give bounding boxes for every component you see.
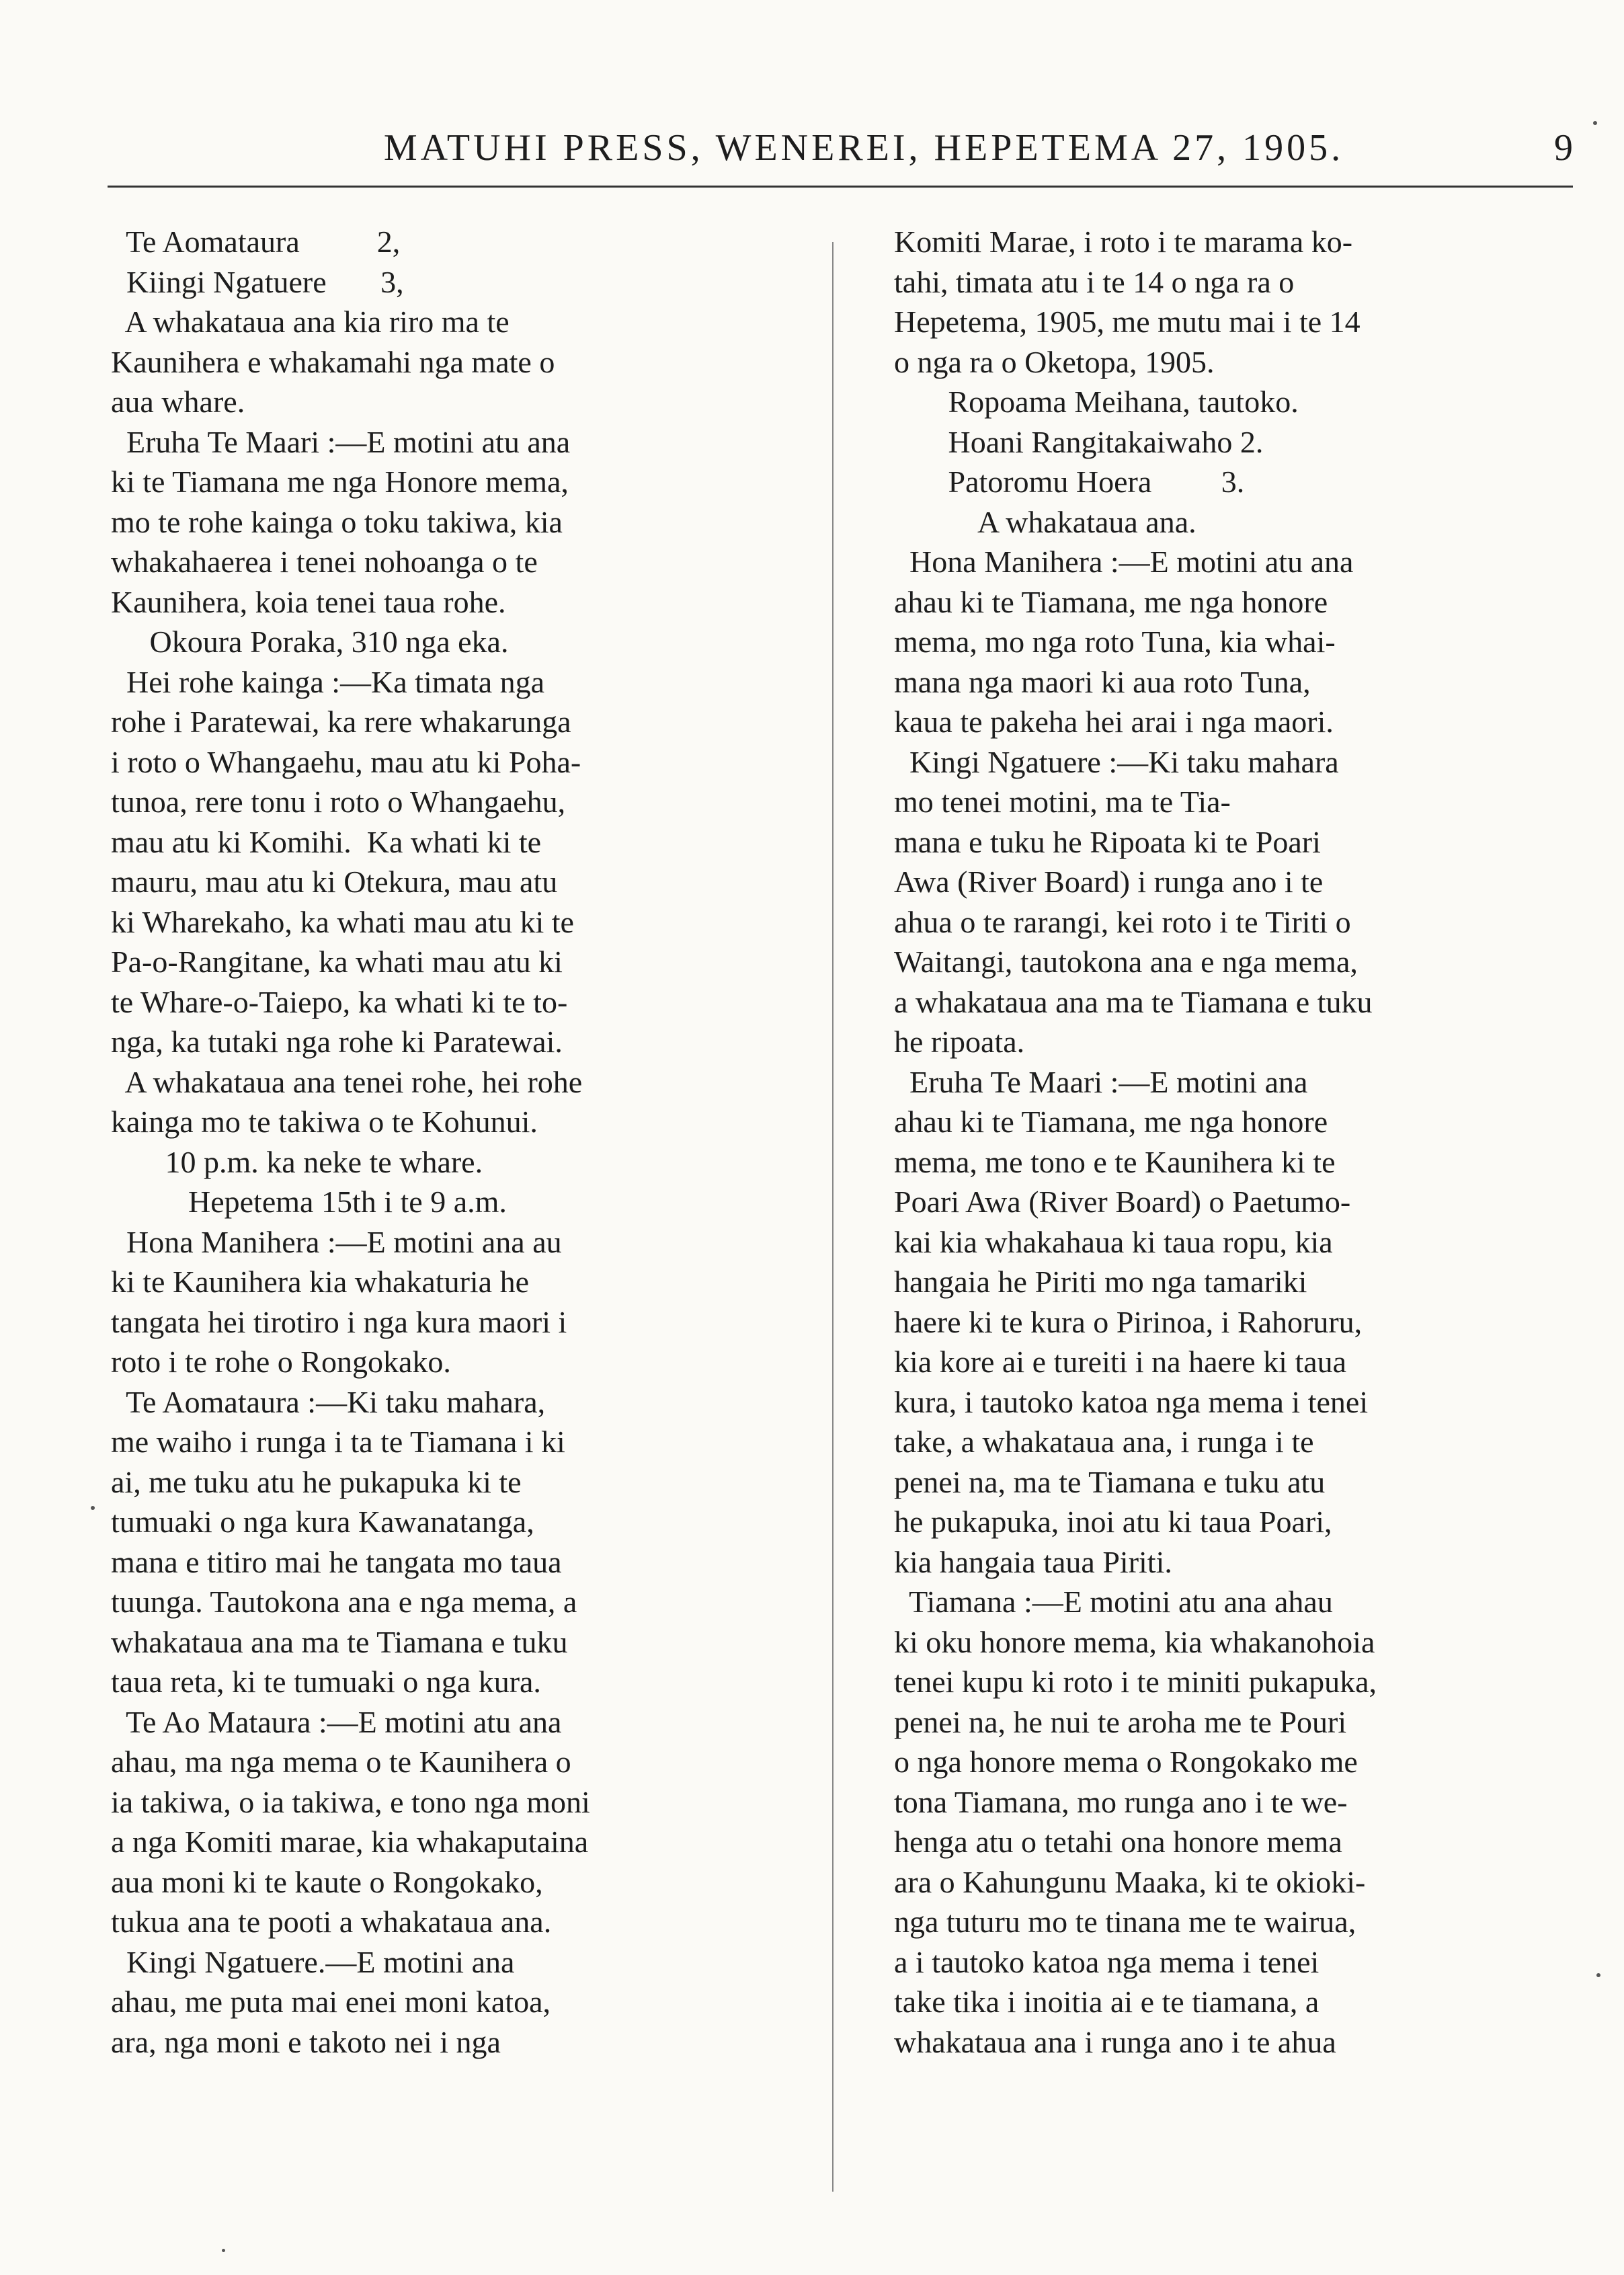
text-line: te Whare-o-Taiepo, ka whati ki te to-: [111, 984, 568, 1019]
text-line: mana e titiro mai he tangata mo taua: [111, 1544, 562, 1579]
text-line: mema, mo nga roto Tuna, kia whai-: [894, 625, 1336, 659]
text-line: ai, me tuku atu he pukapuka ki te: [111, 1464, 522, 1499]
text-line: tenei kupu ki roto i te miniti pukapuka,: [894, 1665, 1377, 1699]
text-line: ahau ki te Tiamana, me nga honore: [894, 1105, 1328, 1139]
text-line: mauru, mau atu ki Otekura, mau atu: [111, 865, 558, 899]
text-line: tunoa, rere tonu i roto o Whangaehu,: [111, 785, 566, 819]
text-line: mau atu ki Komihi. Ka whati ki te: [111, 824, 542, 859]
text-line: mo tenei motini, ma te Tia-: [894, 785, 1231, 819]
text-line: Kingi Ngatuere.—E motini ana: [111, 1944, 515, 1979]
text-line: take, a whakataua ana, i runga i te: [894, 1425, 1314, 1459]
text-line: Ropoama Meihana, tautoko.: [894, 385, 1299, 419]
text-line: kura, i tautoko katoa nga mema i tenei: [894, 1384, 1369, 1419]
text-line: Te Aomataura 2,: [111, 225, 401, 259]
left-column: [111, 222, 770, 2062]
text-line: penei na, he nui te aroha me te Pouri: [894, 1704, 1347, 1739]
text-line: tangata hei tirotiro i nga kura maori i: [111, 1304, 567, 1339]
text-line: Kingi Ngatuere :—Ki taku mahara: [894, 744, 1339, 779]
text-line: ahau, ma nga mema o te Kaunihera o: [111, 1745, 571, 1779]
text-line: Hona Manihera :—E motini ana au: [111, 1224, 562, 1259]
text-line: ki oku honore mema, kia whakanohoia: [894, 1624, 1375, 1659]
text-line: aua whare.: [111, 385, 245, 419]
text-line: mo te rohe kainga o toku takiwa, kia: [111, 504, 563, 539]
text-line: a nga Komiti marae, kia whakaputaina: [111, 1825, 589, 1859]
text-line: taua reta, ki te tumuaki o nga kura.: [111, 1665, 541, 1699]
text-line: tahi, timata atu i te 14 o nga ra o: [894, 264, 1295, 299]
text-line: Awa (River Board) i runga ano i te: [894, 865, 1324, 899]
text-line: mema, me tono e te Kaunihera ki te: [894, 1144, 1336, 1179]
text-line: Poari Awa (River Board) o Paetumo-: [894, 1185, 1351, 1219]
text-line: aua moni ki te kaute o Rongokako,: [111, 1864, 543, 1899]
text-line: tukua ana te pooti a whakataua ana.: [111, 1905, 552, 1939]
text-line: tumuaki o nga kura Kawanatanga,: [111, 1505, 534, 1539]
text-line: ki te Tiamana me nga Honore mema,: [111, 465, 569, 499]
print-speck: [222, 2249, 225, 2252]
column-divider: [832, 242, 834, 2192]
text-line: A whakataua ana.: [894, 504, 1196, 539]
header-rule: [108, 186, 1573, 188]
text-line: ahua o te rarangi, kei roto i te Tiriti o: [894, 904, 1351, 939]
text-line: Te Aomataura :—Ki taku mahara,: [111, 1384, 546, 1419]
text-line: Tiamana :—E motini atu ana ahau: [894, 1585, 1333, 1619]
text-line: a whakataua ana ma te Tiamana e tuku: [894, 984, 1373, 1019]
text-line: Hei rohe kainga :—Ka timata nga: [111, 664, 545, 699]
text-line: ara, nga moni e takoto nei i nga: [111, 2024, 501, 2059]
text-line: ki Wharekaho, ka whati mau atu ki te: [111, 904, 574, 939]
print-speck: [1596, 1973, 1600, 1977]
text-line: whakahaerea i tenei nohoanga o te: [111, 545, 538, 579]
text-line: i roto o Whangaehu, mau atu ki Poha-: [111, 744, 581, 779]
text-line: Te Ao Mataura :—E motini atu ana: [111, 1704, 562, 1739]
text-line: penei na, ma te Tiamana e tuku atu: [894, 1464, 1326, 1499]
text-line: tona Tiamana, mo runga ano i te we-: [894, 1784, 1348, 1819]
text-line: Okoura Poraka, 310 nga eka.: [111, 625, 509, 659]
text-line: ahau, me puta mai enei moni katoa,: [111, 1985, 551, 2019]
text-line: ara o Kahungunu Maaka, ki te okioki-: [894, 1864, 1366, 1899]
text-line: Hepetema, 1905, me mutu mai i te 14: [894, 305, 1361, 339]
text-line: mana e tuku he Ripoata ki te Poari: [894, 824, 1321, 859]
text-line: ia takiwa, o ia takiwa, e tono nga moni: [111, 1784, 590, 1819]
text-line: a i tautoko katoa nga mema i tenei: [894, 1944, 1320, 1979]
text-line: Eruha Te Maari :—E motini atu ana: [111, 424, 571, 459]
text-line: whakataua ana i runga ano i te ahua: [894, 2024, 1336, 2059]
text-line: kaua te pakeha hei arai i nga maori.: [894, 705, 1334, 739]
text-line: Kaunihera e whakamahi nga mate o: [111, 344, 555, 379]
text-line: mana nga maori ki aua roto Tuna,: [894, 664, 1311, 699]
text-line: kia hangaia taua Piriti.: [894, 1544, 1172, 1579]
text-line: roto i te rohe o Rongokako.: [111, 1345, 451, 1379]
text-line: kai kia whakahaua ki taua ropu, kia: [894, 1224, 1333, 1259]
text-line: Patoromu Hoera 3.: [894, 465, 1245, 499]
print-speck: [1593, 121, 1597, 125]
text-line: he pukapuka, inoi atu ki taua Poari,: [894, 1505, 1332, 1539]
text-line: ki te Kaunihera kia whakaturia he: [111, 1265, 530, 1299]
text-line: Pa-o-Rangitane, ka whati mau atu ki: [111, 945, 563, 979]
text-line: o nga ra o Oketopa, 1905.: [894, 344, 1215, 379]
text-line: rohe i Paratewai, ka rere whakarunga: [111, 705, 571, 739]
running-head-title: MATUHI PRESS, WENEREI, HEPETEMA 27, 1905.: [383, 127, 1344, 169]
text-line: hangaia he Piriti mo nga tamariki: [894, 1265, 1307, 1299]
text-line: 10 p.m. ka neke te whare.: [111, 1144, 483, 1179]
text-line: Hoani Rangitakaiwaho 2.: [894, 424, 1264, 459]
print-speck: [91, 1506, 95, 1510]
right-column: [894, 222, 1553, 2062]
page-number: 9: [1554, 127, 1573, 169]
text-line: he ripoata.: [894, 1025, 1025, 1059]
text-line: me waiho i runga i ta te Tiamana i ki: [111, 1425, 565, 1459]
text-line: Kiingi Ngatuere 3,: [111, 264, 404, 299]
text-line: haere ki te kura o Pirinoa, i Rahoruru,: [894, 1304, 1363, 1339]
text-line: kainga mo te takiwa o te Kohunui.: [111, 1105, 538, 1139]
text-line: take tika i inoitia ai e te tiamana, a: [894, 1985, 1320, 2019]
text-line: A whakataua ana kia riro ma te: [111, 305, 510, 339]
text-line: Eruha Te Maari :—E motini ana: [894, 1064, 1308, 1099]
page-header: [108, 121, 1573, 182]
text-line: Waitangi, tautokona ana e nga mema,: [894, 945, 1358, 979]
text-line: whakataua ana ma te Tiamana e tuku: [111, 1624, 568, 1659]
text-line: Hona Manihera :—E motini atu ana: [894, 545, 1354, 579]
text-line: tuunga. Tautokona ana e nga mema, a: [111, 1585, 577, 1619]
text-line: nga, ka tutaki nga rohe ki Paratewai.: [111, 1025, 563, 1059]
text-line: henga atu o tetahi ona honore mema: [894, 1825, 1342, 1859]
text-line: Hepetema 15th i te 9 a.m.: [111, 1185, 507, 1219]
text-line: Komiti Marae, i roto i te marama ko-: [894, 225, 1353, 259]
text-line: kia kore ai e tureiti i na haere ki taua: [894, 1345, 1347, 1379]
text-line: nga tuturu mo te tinana me te wairua,: [894, 1905, 1356, 1939]
text-line: Kaunihera, koia tenei taua rohe.: [111, 584, 506, 619]
text-line: A whakataua ana tenei rohe, hei rohe: [111, 1064, 583, 1099]
text-line: o nga honore mema o Rongokako me: [894, 1745, 1358, 1779]
text-line: ahau ki te Tiamana, me nga honore: [894, 584, 1328, 619]
